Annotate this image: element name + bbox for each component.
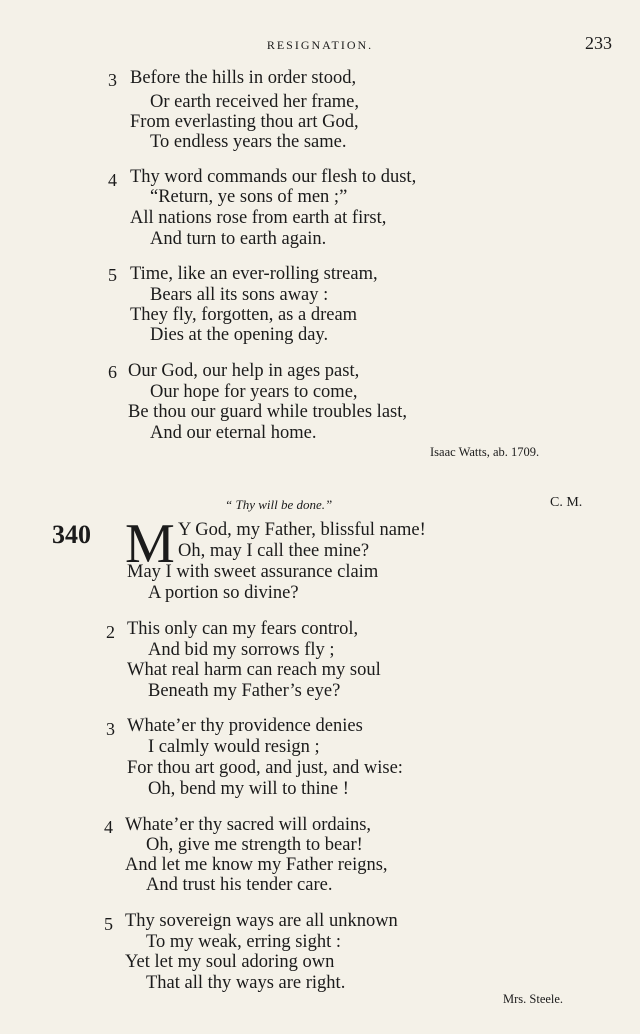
- verse-line: Oh, may I call thee mine?: [178, 541, 370, 561]
- verse-line: Whate’er thy providence denies: [127, 716, 363, 736]
- verse-line: Y God, my Father, blissful name!: [178, 520, 426, 540]
- author-attribution: Isaac Watts, ab. 1709.: [430, 445, 540, 459]
- verse-line: This only can my fears control,: [127, 619, 359, 639]
- verse-line: And trust his tender care.: [146, 875, 333, 895]
- verse-line: And bid my sorrows fly ;: [148, 640, 335, 660]
- hymn-number: 340: [52, 520, 91, 549]
- verse-line: And our eternal home.: [150, 423, 317, 443]
- verse-line: May I with sweet assurance claim: [127, 562, 379, 582]
- running-title: RESIGNATION.: [266, 38, 374, 52]
- verse-number: 3: [108, 70, 117, 90]
- verse-line: Be thou our guard while troubles last,: [128, 402, 407, 422]
- verse-line: From everlasting thou art God,: [130, 112, 359, 132]
- verse-line: I calmly would resign ;: [148, 737, 320, 757]
- verse-line: Our God, our help in ages past,: [128, 361, 360, 381]
- verse-number: 4: [108, 170, 117, 190]
- verse-line: A portion so divine?: [148, 583, 299, 603]
- verse-line: Whate’er thy sacred will ordains,: [125, 815, 372, 835]
- verse-line: Dies at the opening day.: [150, 325, 329, 345]
- verse-number: 2: [106, 622, 115, 642]
- hymn-meter: C. M.: [550, 495, 583, 510]
- verse-line: And let me know my Father reigns,: [125, 855, 388, 875]
- verse-line: Our hope for years to come,: [150, 382, 358, 402]
- verse-line: Or earth received her frame,: [150, 92, 360, 112]
- verse-line: To my weak, erring sight :: [146, 932, 341, 952]
- author-attribution: Mrs. Steele.: [503, 992, 564, 1006]
- verse-line: “Return, ye sons of men ;”: [150, 187, 348, 207]
- verse-line: Oh, give me strength to bear!: [146, 835, 363, 855]
- verse-line: Thy word commands our flesh to dust,: [130, 167, 417, 187]
- verse-line: They fly, forgotten, as a dream: [130, 305, 358, 325]
- verse-line: Beneath my Father’s eye?: [148, 681, 341, 701]
- verse-line: That all thy ways are right.: [146, 973, 346, 993]
- verse-line: Oh, bend my will to thine !: [148, 779, 349, 799]
- page-number: 233: [585, 33, 612, 53]
- verse-line: Thy sovereign ways are all unknown: [125, 911, 398, 931]
- verse-line: For thou art good, and just, and wise:: [127, 758, 403, 778]
- hymn-subtitle: “ Thy will be done.”: [225, 497, 333, 512]
- verse-line: Bears all its sons away :: [150, 285, 329, 305]
- verse-line: What real harm can reach my soul: [127, 660, 381, 680]
- drop-cap: M: [125, 513, 175, 575]
- verse-line: And turn to earth again.: [150, 229, 327, 249]
- verse-line: All nations rose from earth at first,: [130, 208, 387, 228]
- verse-number: 5: [108, 265, 117, 285]
- verse-number: 4: [104, 817, 113, 837]
- verse-line: Time, like an ever-rolling stream,: [130, 264, 378, 284]
- verse-number: 5: [104, 914, 113, 934]
- verse-number: 3: [106, 719, 115, 739]
- verse-number: 6: [108, 362, 117, 382]
- verse-line: Yet let my soul adoring own: [125, 952, 335, 972]
- verse-line: Before the hills in order stood,: [130, 68, 357, 88]
- verse-line: To endless years the same.: [150, 132, 347, 152]
